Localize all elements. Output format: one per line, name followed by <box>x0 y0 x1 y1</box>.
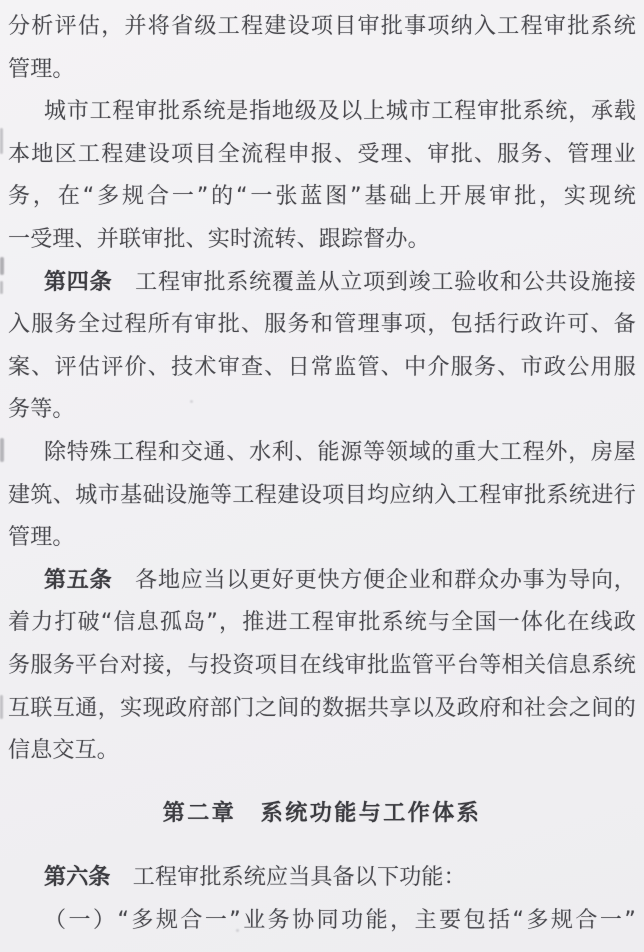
text-run: 工程审批系统覆盖从立项到竣工验收和公共设施接 <box>112 269 636 295</box>
text-run: 互联互通，实现政府部门之间的数据共享以及政府和社会之间的 <box>8 695 636 721</box>
text-line <box>8 857 636 900</box>
text-line <box>8 389 636 432</box>
text-line <box>8 432 636 475</box>
chapter-heading <box>8 793 636 836</box>
text-line <box>8 91 636 134</box>
bold-text-run: 第六条 <box>44 865 111 891</box>
text-line <box>8 219 636 262</box>
text-run: 管理。 <box>8 525 75 551</box>
text-line <box>8 176 636 219</box>
text-line <box>8 475 636 518</box>
text-run: 管理。 <box>8 56 75 82</box>
text-run: 信息交互。 <box>8 738 120 764</box>
text-line <box>8 304 636 347</box>
text-run: 分析评估，并将省级工程建设项目审批事项纳入工程审批系统 <box>8 14 636 39</box>
text-line <box>8 560 636 603</box>
bold-text-run: 第五条 <box>44 567 113 593</box>
text-line <box>8 347 636 390</box>
bold-text-run: 第二章 系统功能与工作体系 <box>162 800 482 826</box>
text-run: 务服务平台对接，与投资项目在线审批监管平台等相关信息系统 <box>8 652 636 678</box>
text-run: 工程审批系统应当具备以下功能： <box>110 865 466 891</box>
text-run: 城市工程审批系统是指地级及以上城市工程审批系统，承载 <box>44 99 636 125</box>
text-run: 务等。 <box>8 397 75 423</box>
text-run: 着力打破“信息孤岛”，推进工程审批系统与全国一体化在线政 <box>8 610 636 636</box>
text-run: 除特殊工程和交通、水利、能源等领域的重大工程外，房屋 <box>44 439 636 465</box>
text-line <box>8 6 636 49</box>
text-line <box>8 134 636 177</box>
text-run: 各地应当以更好更快方便企业和群众办事为导向， <box>112 567 636 593</box>
text-line <box>8 900 636 943</box>
bold-text-run: 第四条 <box>44 269 113 295</box>
text-line <box>8 688 636 731</box>
text-line <box>8 49 636 92</box>
text-run: （一）“多规合一”业务协同功能，主要包括“多规合一” <box>44 907 636 933</box>
text-line <box>8 730 636 773</box>
text-run: 一受理、并联审批、实时流转、跟踪督办。 <box>8 226 430 252</box>
text-run: 本地区工程建设项目全流程申报、受理、审批、服务、管理业 <box>8 141 636 167</box>
text-run: 建筑、城市基础设施等工程建设项目均应纳入工程审批系统进行 <box>8 482 636 508</box>
text-line <box>8 262 636 305</box>
text-line <box>8 645 636 688</box>
text-run: 案、评估评价、技术审查、日常监管、中介服务、市政公用服 <box>8 354 636 380</box>
text-line <box>8 517 636 560</box>
text-run: 入服务全过程所有审批、服务和管理事项，包括行政许可、备 <box>8 312 636 338</box>
text-line <box>8 602 636 645</box>
text-run: 务，在“多规合一”的“一张蓝图”基础上开展审批，实现统 <box>8 184 636 210</box>
